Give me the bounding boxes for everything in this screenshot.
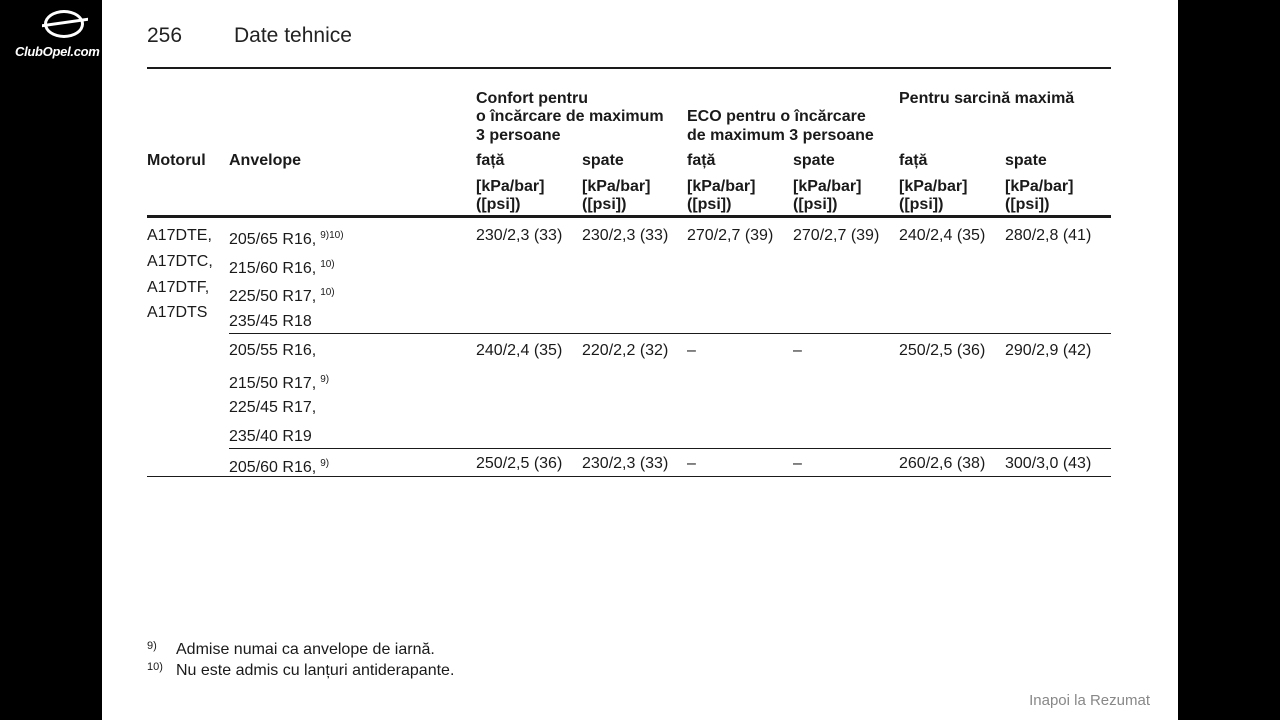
tyre-size-text: 235/40 R19 — [229, 428, 312, 445]
footnote-number: 9) — [147, 640, 157, 652]
pressure-value: 260/2,6 (38) — [899, 455, 986, 472]
pressure-value: 270/2,7 (39) — [687, 227, 774, 244]
group-comfort-line3: 3 persoane — [476, 127, 561, 144]
group-comfort-line2: o încărcare de maximum — [476, 108, 664, 125]
col-header-front: față — [899, 152, 928, 169]
group-eco-line2: de maximum 3 persoane — [687, 127, 874, 144]
header-rule — [147, 67, 1111, 69]
unit-label: ([psi]) — [899, 196, 944, 213]
tyre-size — [229, 256, 335, 278]
tyre-size-text: 215/60 R16, — [229, 260, 317, 277]
col-header-motor: Motorul — [147, 152, 206, 169]
pressure-value: 280/2,8 (41) — [1005, 227, 1092, 244]
unit-label: [kPa/bar] — [582, 178, 651, 195]
tyre-size-text: 225/45 R17, — [229, 399, 317, 416]
tyre-size-text: 205/60 R16, — [229, 459, 317, 476]
engine-code: A17DTE, — [147, 227, 212, 244]
tyre-size — [229, 455, 329, 477]
page-number: 256 — [147, 24, 183, 47]
pressure-value: 220/2,2 (32) — [582, 342, 669, 359]
tyre-size — [229, 342, 316, 360]
tyre-size-text: 235/45 R18 — [229, 313, 312, 330]
col-header-rear: spate — [793, 152, 835, 169]
footnote-number: 10) — [147, 661, 163, 673]
footnote-ref: 9) — [320, 374, 330, 385]
unit-label: [kPa/bar] — [899, 178, 968, 195]
unit-label: ([psi]) — [476, 196, 521, 213]
tyre-size — [229, 313, 312, 331]
footnote-ref: 9) — [320, 458, 330, 469]
pressure-value: – — [687, 342, 696, 359]
footnote-ref: 10) — [320, 259, 335, 270]
pressure-value: 230/2,3 (33) — [476, 227, 563, 244]
tyre-size — [229, 399, 316, 417]
col-header-rear: spate — [582, 152, 624, 169]
pressure-value: 240/2,4 (35) — [476, 342, 563, 359]
document-page — [102, 0, 1178, 720]
col-header-front: față — [476, 152, 505, 169]
tyre-size — [229, 428, 312, 446]
footnote-ref: 9)10) — [320, 230, 344, 241]
group-eco-line1: ECO pentru o încărcare — [687, 108, 866, 125]
group-comfort-line1: Confort pentru — [476, 90, 588, 107]
pressure-value: – — [793, 455, 802, 472]
pressure-value: – — [687, 455, 696, 472]
unit-label: [kPa/bar] — [793, 178, 862, 195]
tyre-size-text: 225/50 R17, — [229, 288, 317, 305]
pressure-value: 290/2,9 (42) — [1005, 342, 1092, 359]
unit-label: ([psi]) — [582, 196, 627, 213]
pressure-value: 250/2,5 (36) — [476, 455, 563, 472]
col-header-tyres: Anvelope — [229, 152, 302, 169]
pressure-value: 230/2,3 (33) — [582, 455, 669, 472]
engine-code: A17DTC, — [147, 253, 213, 270]
unit-label: ([psi]) — [687, 196, 732, 213]
col-header-rear: spate — [1005, 152, 1047, 169]
table-bottom-rule — [147, 476, 1111, 477]
row-divider — [229, 333, 1111, 334]
tyre-size-text: 205/55 R16, — [229, 342, 317, 359]
tyre-size — [229, 371, 329, 393]
footnote-ref: 10) — [320, 287, 335, 298]
unit-label: [kPa/bar] — [476, 178, 545, 195]
engine-code: A17DTF, — [147, 279, 210, 296]
pressure-value: – — [793, 342, 802, 359]
pressure-value: 240/2,4 (35) — [899, 227, 986, 244]
group-max-load: Pentru sarcină maximă — [899, 90, 1075, 107]
pressure-value: 250/2,5 (36) — [899, 342, 986, 359]
logo-text: ClubOpel.com — [15, 44, 100, 59]
tyre-size-text: 215/50 R17, — [229, 375, 317, 392]
col-header-front: față — [687, 152, 716, 169]
engine-code: A17DTS — [147, 304, 208, 321]
unit-label: ([psi]) — [793, 196, 838, 213]
pressure-value: 270/2,7 (39) — [793, 227, 880, 244]
pressure-value: 300/3,0 (43) — [1005, 455, 1092, 472]
unit-label: [kPa/bar] — [1005, 178, 1074, 195]
row-divider — [229, 448, 1111, 449]
table-header-rule — [147, 215, 1111, 218]
tyre-size — [229, 227, 344, 249]
unit-label: [kPa/bar] — [687, 178, 756, 195]
tyre-size — [229, 284, 335, 306]
page-title: Date tehnice — [234, 24, 352, 47]
footnote-text: Nu este admis cu lanțuri antiderapante. — [176, 662, 455, 679]
unit-label: ([psi]) — [1005, 196, 1050, 213]
footnote-text: Admise numai ca anvelope de iarnă. — [176, 641, 435, 658]
clubopel-logo — [12, 8, 104, 58]
pressure-value: 230/2,3 (33) — [582, 227, 669, 244]
tyre-size-text: 205/65 R16, — [229, 231, 317, 248]
back-to-summary-link[interactable]: Inapoi la Rezumat — [1029, 692, 1150, 709]
